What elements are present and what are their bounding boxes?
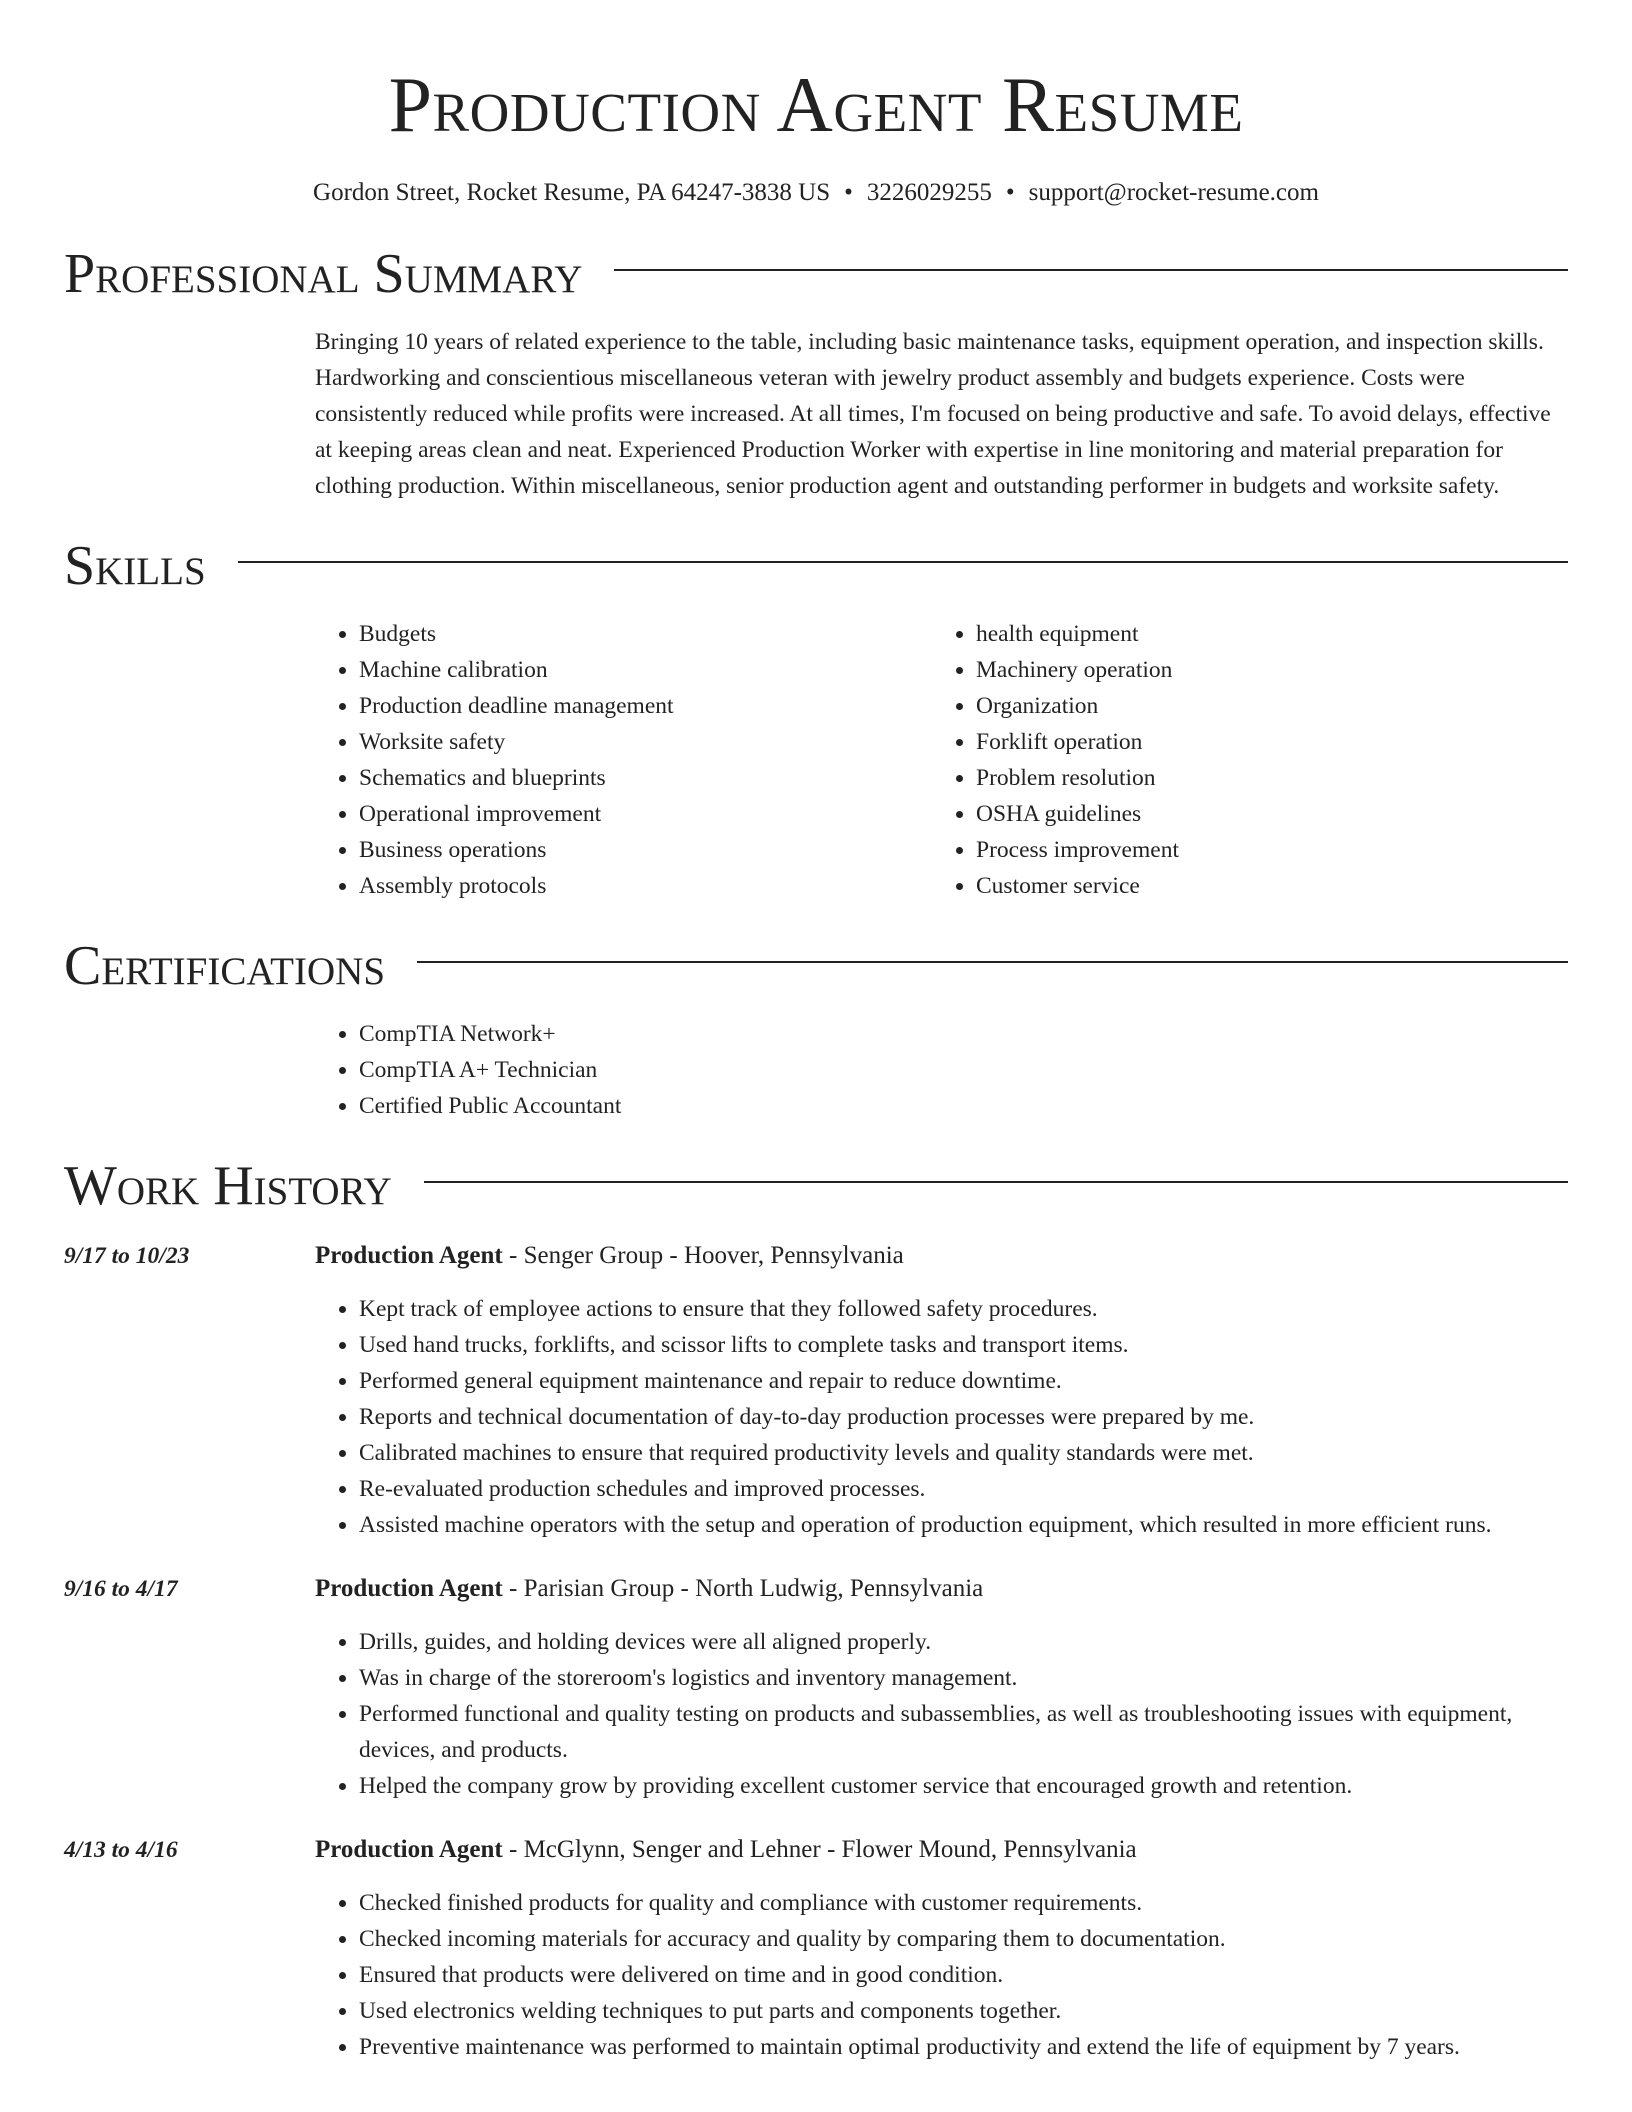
job-bullets <box>315 1624 1568 1804</box>
skills-list <box>315 616 1568 904</box>
section-divider <box>238 561 1568 563</box>
section-divider <box>417 961 1568 963</box>
job-heading <box>315 1571 1568 1607</box>
certification-item: • Certified Public Accountant <box>359 1088 1568 1124</box>
summary-section-title: Professional Summary <box>64 243 583 305</box>
job-bullet: • Performed general equipment maintenance and repair to reduce downtime. <box>359 1363 1568 1399</box>
job-bullet: • Kept track of employee actions to ensure that they followed safety procedures. <box>359 1291 1568 1327</box>
resume-title: Production Agent Resume <box>388 61 1244 148</box>
work-history-section-title: Work History <box>64 1155 392 1217</box>
contact-separator: • <box>1005 179 1015 206</box>
job-bullet: • Reports and technical documentation of day-to-day production processes were prepared by me. <box>359 1399 1568 1435</box>
job-heading <box>315 1238 1568 1274</box>
work-history-list <box>64 1238 1568 2065</box>
certifications-section-title: Certifications <box>64 935 386 997</box>
job-dates: 4/13 to 4/16 <box>64 1837 178 1863</box>
job-bullet: • Assisted machine operators with the setup and operation of production equipment, which resulted in more efficient runs. <box>359 1507 1568 1543</box>
skill-item: • OSHA guidelines <box>976 796 1549 832</box>
job-details <box>315 1832 1568 2065</box>
skill-item: • Worksite safety <box>359 724 932 760</box>
job-bullet: • Used hand trucks, forklifts, and scissor lifts to complete tasks and transport items. <box>359 1327 1568 1363</box>
skill-item: • Production deadline management <box>359 688 932 724</box>
work-history-section-header <box>64 1155 1568 1217</box>
job-bullet: • Re-evaluated production schedules and improved processes. <box>359 1471 1568 1507</box>
job-bullet: • Helped the company grow by providing excellent customer service that encouraged growth and retention. <box>359 1768 1568 1804</box>
summary-section-header <box>64 243 1568 305</box>
job-bullet: • Calibrated machines to ensure that required productivity levels and quality standards were met. <box>359 1435 1568 1471</box>
skill-item: • Budgets <box>359 616 932 652</box>
job-employer: - Senger Group - Hoover, Pennsylvania <box>502 1242 904 1269</box>
skill-item: • Operational improvement <box>359 796 932 832</box>
job-bullets <box>315 1291 1568 1543</box>
section-divider <box>614 269 1568 271</box>
skill-item: • Organization <box>976 688 1549 724</box>
job-dates: 9/17 to 10/23 <box>64 1243 190 1269</box>
skills-column-left <box>315 616 932 904</box>
skill-bullets <box>932 616 1549 904</box>
job-bullet: • Performed functional and quality testing on products and subassemblies, as well as troubleshooting issues with equipment, devices, and products. <box>359 1696 1568 1768</box>
job-entry <box>64 1238 1568 1543</box>
job-bullets <box>315 1885 1568 2065</box>
skill-item: • Customer service <box>976 868 1549 904</box>
job-role: Production Agent <box>315 1242 503 1269</box>
job-details <box>315 1571 1568 1804</box>
contact-line <box>64 178 1568 208</box>
skills-section-title: Skills <box>64 535 206 597</box>
skill-item: • Schematics and blueprints <box>359 760 932 796</box>
job-entry <box>64 1832 1568 2065</box>
certifications-section-header <box>64 935 1568 997</box>
job-dates: 9/16 to 4/17 <box>64 1576 178 1602</box>
job-entry <box>64 1571 1568 1804</box>
certification-item: • CompTIA Network+ <box>359 1016 1568 1052</box>
contact-email: support@rocket-resume.com <box>1028 179 1319 206</box>
job-bullet: • Used electronics welding techniques to put parts and components together. <box>359 1993 1568 2029</box>
job-bullet: • Was in charge of the storeroom's logistics and inventory management. <box>359 1660 1568 1696</box>
skill-item: • Machine calibration <box>359 652 932 688</box>
skills-section-header <box>64 535 1568 597</box>
job-bullet: • Checked finished products for quality and compliance with customer requirements. <box>359 1885 1568 1921</box>
job-bullet: • Preventive maintenance was performed to maintain optimal productivity and extend the life of equipment by 7 years. <box>359 2029 1568 2065</box>
job-details <box>315 1238 1568 1543</box>
job-employer: - McGlynn, Senger and Lehner - Flower Mound, Pennsylvania <box>502 1836 1137 1863</box>
job-bullet: • Checked incoming materials for accuracy and quality by comparing them to documentation. <box>359 1921 1568 1957</box>
certifications-list <box>315 1016 1568 1124</box>
skill-bullets <box>315 616 932 904</box>
certification-item: • CompTIA A+ Technician <box>359 1052 1568 1088</box>
section-divider <box>424 1181 1568 1183</box>
job-role: Production Agent <box>315 1836 503 1863</box>
contact-phone: 3226029255 <box>866 179 992 206</box>
job-employer: - Parisian Group - North Ludwig, Pennsylvania <box>502 1575 984 1602</box>
job-bullet: • Drills, guides, and holding devices were all aligned properly. <box>359 1624 1568 1660</box>
job-bullet: • Ensured that products were delivered on time and in good condition. <box>359 1957 1568 1993</box>
certification-bullets <box>315 1016 1568 1124</box>
summary-text: Bringing 10 years of related experience to the table, including basic maintenance tasks, equipment operation, and inspection skills. Hardworking and conscientious miscellaneous veteran with jewelry product assembly and budgets experience. Costs were consistently reduced while profits were increased. At all times, I'm focused on being productive and safe. To avoid delays, effective at keeping areas clean and neat. Experienced Production Worker with expertise in line monitoring and material preparation for clothing production. Within miscellaneous, senior production agent and outstanding performer in budgets and worksite safety. <box>315 329 1551 499</box>
skill-item: • Problem resolution <box>976 760 1549 796</box>
job-heading <box>315 1832 1568 1868</box>
skill-item: • health equipment <box>976 616 1549 652</box>
contact-separator: • <box>844 179 853 206</box>
contact-address: Gordon Street, Rocket Resume, PA 64247-3838 US <box>313 179 831 206</box>
skills-column-right <box>932 616 1549 904</box>
skill-item: • Assembly protocols <box>359 868 932 904</box>
skill-item: • Forklift operation <box>976 724 1549 760</box>
job-role: Production Agent <box>315 1575 503 1602</box>
skill-item: • Business operations <box>359 832 932 868</box>
skill-item: • Machinery operation <box>976 652 1549 688</box>
skill-item: • Process improvement <box>976 832 1549 868</box>
